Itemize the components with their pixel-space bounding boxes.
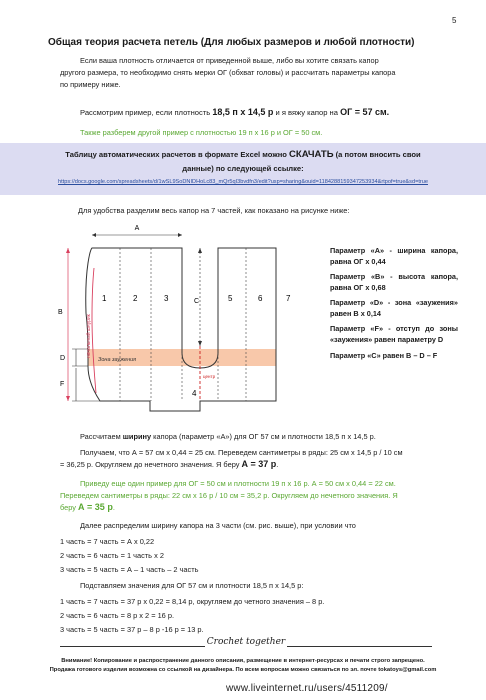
formula-3: 3 часть = 5 часть = А – 1 часть – 2 часть [60, 565, 199, 574]
cord-label: начальный шнурик [86, 314, 92, 358]
og-value: ОГ = 57 см. [340, 107, 390, 117]
label-f: F [60, 381, 65, 388]
param-c: Параметр «С» равен В – D – F [330, 351, 438, 360]
intro-line-3: по примеру ниже. [60, 80, 121, 89]
a-result-alt: А = 35 р [78, 502, 113, 512]
a-result: А = 37 р [241, 459, 277, 469]
label-b: B [58, 309, 63, 316]
param-f: Параметр «F» - отступ до зоны «заужения» равен параметру D [330, 324, 458, 344]
page-title: Общая теория расчета петель (Для любых размеров и любой плотности) [48, 37, 415, 48]
excel-line-2: данные) по следующей ссылке: [182, 164, 304, 173]
footer-line-2: Продажа готового изделия возможна со ссылкой на дизайнера. По всем вопросам можно связаться по эл. почте tokatoys@gmail.com [49, 667, 437, 673]
section-7: 7 [286, 294, 291, 303]
label-d: D [60, 355, 66, 362]
hood-diagram [40, 218, 325, 423]
excel-download-band [0, 143, 486, 195]
excel-line-1: Таблицу автоматических расчетов в формате Excel можно СКАЧАТЬ (а потом вносить свои [65, 149, 421, 160]
intro-line-2: другого размера, то необходимо снять мерки ОГ (обхват головы) и рассчитать параметры капора [60, 68, 396, 77]
formula-2: 2 часть = 6 часть = 1 часть х 2 [60, 551, 164, 560]
section-6: 6 [258, 294, 263, 303]
section-5: 5 [228, 294, 233, 303]
download-word: СКАЧАТЬ [289, 149, 334, 160]
hood-outline [86, 248, 276, 411]
parameters-list [330, 246, 458, 362]
arrow-b-bottom [66, 396, 70, 401]
section-1: 1 [102, 294, 107, 303]
section-4: 4 [192, 389, 197, 398]
calc-line-1: Рассчитаем ширину капора (параметр «А») для ОГ 57 см и плотности 18,5 п х 14,5 р. [80, 432, 376, 441]
example-alt: Также разберем другой пример с плотностью 19 п х 16 р и ОГ = 50 см. [80, 128, 323, 137]
diagram-intro: Для удобства разделим весь капор на 7 частей, как показано на рисунке ниже: [78, 206, 350, 215]
zone-label: Зона заужения [98, 357, 137, 363]
substitute-text: Подставляем значения для ОГ 57 см и плотности 18,5 п х 14,5 р: [80, 581, 304, 590]
section-2: 2 [133, 294, 138, 303]
arrow-a-left [92, 233, 96, 237]
intro-line-1: Если ваша плотность отличается от приведенной выше, либо вы хотите связать капор [80, 56, 379, 65]
result-2: 2 часть = 6 часть = 8 р х 2 = 16 р. [60, 611, 175, 620]
example-line: Рассмотрим пример, если плотность 18,5 п х 14,5 р и я вяжу капор на ОГ = 57 см. [80, 107, 390, 117]
excel-link[interactable]: https://docs.google.com/spreadsheets/d/1wSL9SoDNIDHoLc83_mQr5qI3bvdfn3/edit?usp=sharing&ouid=1184288159347253934&rtpof=true&sd=true [58, 179, 428, 185]
label-c: C [194, 298, 200, 305]
formula-1: 1 часть = 7 часть = А х 0,22 [60, 537, 155, 546]
result-3: 3 часть = 5 часть = 37 р – 8 р -16 р = 13 р. [60, 625, 204, 634]
arrow-c-bottom [198, 341, 202, 346]
distribute-text: Далее распределим ширину капора на 3 части (см. рис. выше), при условии что [80, 521, 356, 530]
footer-rule-left [60, 646, 205, 647]
param-b: Параметр «В» - высота капора, равна ОГ х 0,68 [330, 272, 458, 292]
page-number: 5 [452, 16, 457, 25]
green-line-1: Приведу еще один пример для ОГ = 50 см и плотности 19 п х 16 р. А = 50 см х 0,44 = 22 см. [80, 479, 396, 488]
footer-line-1: Внимание! Копирование и распространение данного описания, размещение в интернет-ресурсах и печати строго запрещено. [61, 658, 425, 664]
green-line-2: Переведем сантиметры в ряды: 22 см х 16 р / 10 см = 35,2 р. Округляем до нечетного значения. Я [60, 491, 398, 500]
label-a: A [134, 225, 140, 232]
center-label: центр [203, 374, 216, 379]
arrow-a-right [178, 233, 182, 237]
param-a: Параметр «А» - ширина капора, равна ОГ х 0,44 [330, 246, 458, 266]
result-1: 1 часть = 7 часть = 37 р х 0,22 = 8,14 р, округляем до четного значения – 8 р. [60, 597, 325, 606]
arrow-c-top [198, 248, 202, 253]
section-3: 3 [164, 294, 169, 303]
density-value: 18,5 п х 14,5 р [212, 107, 274, 117]
starting-cord [92, 268, 96, 393]
calc-line-2: Получаем, что А = 57 см х 0,44 = 25 см. Переведем сантиметры в ряды: 25 см х 14,5 р / 10 см [80, 448, 403, 457]
watermark[interactable]: www.liveinternet.ru/users/4511209/ [226, 683, 388, 694]
footer-rule-right [287, 646, 432, 647]
param-d: Параметр «D» - зона «заужения» равен В х 0,14 [330, 298, 458, 318]
green-line-3: беру А = 35 р. [60, 502, 115, 512]
calc-line-3: = 36,25 р. Округляем до нечетного значения. Я беру А = 37 р. [60, 459, 279, 469]
brand-logo: Crochet together [206, 637, 286, 647]
arrow-b-top [66, 248, 70, 253]
